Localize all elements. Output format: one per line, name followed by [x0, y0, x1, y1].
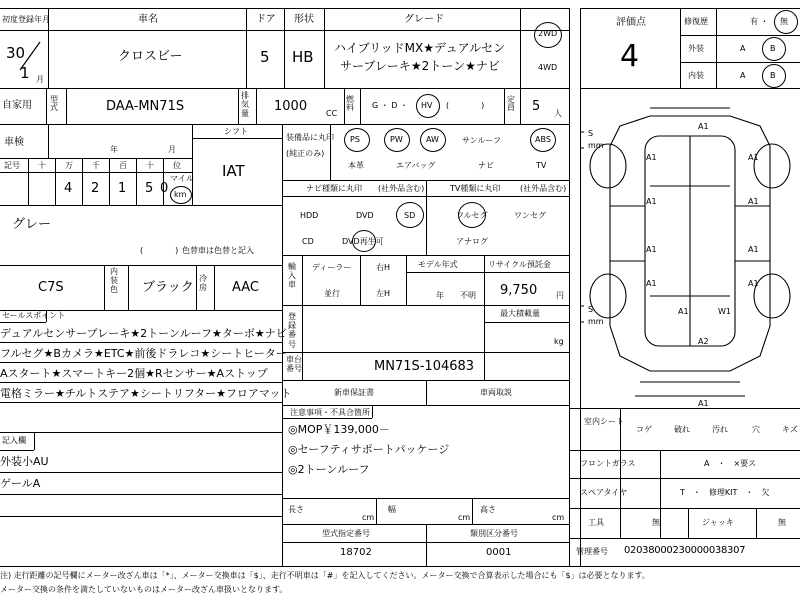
mileage-head: 位: [173, 161, 181, 170]
seat-item: コゲ: [636, 425, 652, 434]
damage-mark: A1: [678, 307, 689, 316]
memo-line: 外装小AU: [0, 455, 49, 468]
mgmt-label: 管理番号: [576, 547, 608, 556]
recycle-value: 9,750: [500, 283, 538, 298]
drive-4wd: 4WD: [538, 63, 558, 72]
import-right-h: 右H: [376, 263, 391, 272]
tools-label: 工具: [588, 518, 604, 527]
seat-item: 穴: [752, 425, 760, 434]
recycle-yen: 円: [556, 291, 564, 300]
ac-label: 冷房: [199, 274, 207, 292]
tv-oneseg: ワンセグ: [514, 211, 546, 220]
mileage-digit: 5: [145, 181, 154, 196]
glass-label: フロントガラス: [580, 459, 636, 468]
tv-analog: アナログ: [456, 237, 488, 246]
person-unit: 人: [554, 109, 562, 118]
mileage-digit: 0: [160, 181, 169, 196]
damage-mark: A1: [748, 279, 759, 288]
first-reg-label: 初度登録年月: [2, 15, 50, 24]
equip-pw: PW: [390, 135, 403, 144]
interior-opt: A: [740, 71, 746, 80]
damage-mark: A1: [698, 122, 709, 131]
mileage-head: 十: [38, 161, 46, 170]
mileage-digit: 4: [64, 181, 73, 196]
damage-mark: A1: [748, 153, 759, 162]
jack-label: ジャッキ: [702, 518, 734, 527]
recycle-label: リサイクル預託金: [488, 260, 551, 269]
footer-note-1: 注) 走行距離の記号欄にメーター改ざん車は「*」、メーター交換車は「$」、走行不明車は「#」を記入してください。メーター交換で合算表示した場合にも「$」は必要となります。: [0, 571, 650, 580]
load-kg: kg: [554, 337, 564, 346]
class-no-label: 類別区分番号: [470, 529, 518, 538]
shaken-label: 車検: [4, 137, 24, 148]
doors-label: ドア: [256, 14, 276, 25]
navi-hdd: HDD: [300, 211, 319, 220]
mileage-label: 記号: [4, 161, 20, 170]
sales-points-label: セールスポイント: [2, 311, 66, 320]
s-mark-bottom: S: [588, 305, 594, 314]
spare-items: T ・ 修理KIT ・ 欠: [680, 488, 770, 497]
mm-bottom: mm: [588, 317, 604, 326]
chassis-label: 車台番号: [286, 355, 302, 374]
car-name: クロスビー: [118, 49, 183, 64]
length-label: 長さ: [288, 505, 304, 514]
chassis-number: MN71S-104683: [374, 359, 475, 374]
model-year-unit: 年: [436, 291, 444, 300]
seat-item: 汚れ: [712, 425, 728, 434]
s-mark-top: S: [588, 129, 594, 138]
tv-type-sub: (社外品含む): [520, 184, 567, 193]
memo-line: ゲールA: [0, 477, 41, 490]
spare-label: スペアタイヤ: [580, 488, 628, 497]
damage-mark: A1: [646, 279, 657, 288]
notes-line: ◎MOP￥139,000－: [288, 423, 390, 436]
seat-item: 破れ: [674, 425, 690, 434]
sales-line: デュアルセンサーブレーキ★2トーンルーフ★ターボ★ナビ: [0, 327, 287, 340]
equip-sunroof: サンルーフ: [462, 136, 501, 145]
width-unit: cm: [458, 513, 471, 522]
equip-sublabel: (純正のみ): [286, 149, 325, 158]
exterior-label: 外装: [688, 44, 704, 53]
exterior-selected: B: [770, 44, 776, 53]
color-code: C7S: [38, 280, 64, 295]
model-no-label: 型式指定番号: [322, 529, 370, 538]
damage-mark: A1: [748, 245, 759, 254]
import-dealer: ディーラー: [312, 263, 352, 272]
first-reg-year: 30: [6, 44, 26, 62]
mileage-head: 万: [65, 161, 73, 170]
ac-value: AAC: [232, 280, 259, 295]
fuel-paren: ( ): [446, 101, 485, 110]
capacity-label: 定員: [507, 95, 515, 112]
height-label: 高さ: [480, 505, 496, 514]
import-label: 輸入車: [288, 262, 296, 290]
grade-line-2: サーブレーキ★2トーン★ナビ: [340, 59, 500, 73]
drive-2wd: 2WD: [538, 29, 558, 38]
mile-label: マイル: [170, 174, 194, 183]
shaken-month-unit: 月: [168, 145, 176, 154]
doors-value: 5: [260, 48, 270, 66]
capacity-value: 5: [532, 99, 541, 114]
car-name-label: 車名: [138, 14, 158, 25]
mileage-digit: 2: [91, 181, 100, 196]
model-year-label: モデル年式: [418, 260, 458, 269]
load-label: 最大積載量: [500, 309, 540, 318]
warranty-doc: 新車保証書: [334, 388, 374, 397]
first-reg-month: 1: [20, 64, 30, 82]
equip-aw: AW: [426, 135, 439, 144]
tv-type-label: TV種類に丸印: [450, 184, 501, 193]
shift-label: シフト: [224, 127, 248, 136]
equip-label: 装備品に丸印: [286, 133, 334, 142]
interior-color: ブラック: [142, 280, 194, 295]
equip-abs: ABS: [535, 135, 551, 144]
mileage-digit: 1: [118, 181, 127, 196]
score-label: 評価点: [616, 17, 646, 28]
height-unit: cm: [552, 513, 565, 522]
memo-label: 記入欄: [2, 436, 26, 445]
shape-value: HB: [292, 48, 314, 66]
navi-type-label: ナビ種類に丸印: [306, 184, 362, 193]
interior-label: 内装: [688, 71, 704, 80]
equip-ps: PS: [350, 135, 360, 144]
month-unit: 月: [36, 75, 44, 84]
equip-leather: 本革: [348, 161, 364, 170]
grade-line-1: ハイブリッドMX★デュアルセン: [334, 41, 506, 55]
cc-unit: CC: [326, 109, 338, 118]
damage-mark: A1: [646, 245, 657, 254]
tv-fullseg: フルセグ: [456, 211, 488, 220]
navi-dvd: DVD: [356, 211, 374, 220]
interior-color-label: 内装色: [110, 267, 118, 294]
sales-line: Aスタート★スマートキー2個★Rセンサー★Aストップ: [0, 367, 268, 380]
color-paren: ( ): [140, 246, 179, 255]
km-label: km: [174, 190, 187, 199]
car-damage-diagram: [580, 96, 800, 408]
navi-cd: CD: [302, 237, 314, 246]
model-label: 型式: [50, 95, 58, 112]
import-parallel: 並行: [324, 289, 340, 298]
shaken-year-unit: 年: [110, 145, 118, 154]
model-year-unknown: 不明: [460, 291, 476, 300]
notes-label: 注意事項・不具合箇所: [290, 408, 370, 417]
displacement-label: 排気量: [241, 91, 249, 118]
model-value: DAA-MN71S: [106, 99, 185, 114]
interior-selected: B: [770, 71, 776, 80]
class-no: 0001: [486, 547, 512, 558]
navi-sd: SD: [404, 211, 416, 220]
tools-value: 無: [652, 518, 660, 527]
length-unit: cm: [362, 513, 375, 522]
equip-tv: TV: [536, 161, 547, 170]
exterior-opt: A: [740, 44, 746, 53]
mgmt-number: 02038000230000038307: [624, 545, 746, 556]
reg-no-label: 登録番号: [288, 312, 296, 349]
color-change-note: 色替車は色替と記入: [182, 246, 254, 255]
equip-airbag: エアバッグ: [396, 161, 436, 170]
navi-type-sub: (社外品含む): [378, 184, 425, 193]
shape-label: 形状: [294, 14, 314, 25]
equip-navi: ナビ: [478, 161, 494, 170]
glass-items: A ・ ×要ス: [704, 459, 757, 468]
use-type: 自家用: [2, 100, 32, 111]
damage-mark: A1: [698, 399, 709, 408]
notes-line: ◎2トーンルーフ: [288, 463, 370, 476]
shift-value: IAT: [222, 162, 245, 180]
notes-line: ◎セーフティサポートパッケージ: [288, 443, 450, 456]
fuel-selected: HV: [421, 101, 433, 110]
seat-item: キズ: [782, 425, 798, 434]
body-color: グレー: [12, 217, 52, 232]
fuel-label: 燃料: [346, 95, 354, 112]
damage-mark-a2: A2: [698, 337, 709, 346]
mm-top: mm: [588, 141, 604, 150]
sales-line: フルセグ★Bカメラ★ETC★前後ドラレコ★シートヒーター: [0, 347, 287, 360]
repair-selected: 無: [780, 17, 788, 26]
damage-mark-w1: W1: [718, 307, 731, 316]
model-no: 18702: [340, 547, 372, 558]
seat-label: 室内シート: [584, 417, 624, 426]
jack-value: 無: [778, 518, 786, 527]
width-label: 幅: [388, 505, 396, 514]
manual-doc: 車両取説: [480, 388, 512, 397]
mileage-head: 十: [146, 161, 154, 170]
navi-dvd-play: DVD再生可: [342, 237, 384, 246]
damage-mark: A1: [646, 153, 657, 162]
import-left-h: 左H: [376, 289, 391, 298]
damage-mark: A1: [646, 197, 657, 206]
repair-label: 修復歴: [684, 17, 708, 26]
repair-options: 有 ・: [750, 17, 769, 26]
mileage-head: 千: [92, 161, 100, 170]
damage-mark: A1: [748, 197, 759, 206]
footer-note-2: メーター交換の条件を満たしていないものはメーター改ざん車扱いとなります。: [0, 585, 288, 594]
grade-label: グレード: [404, 14, 444, 25]
displacement-value: 1000: [274, 99, 308, 114]
score-value: 4: [620, 39, 640, 74]
mileage-head: 百: [119, 161, 127, 170]
fuel-options: G ・ D ・: [372, 101, 408, 110]
sales-line: 電格ミラー★チルトステア★シートリフター★フロアマット: [0, 387, 292, 400]
